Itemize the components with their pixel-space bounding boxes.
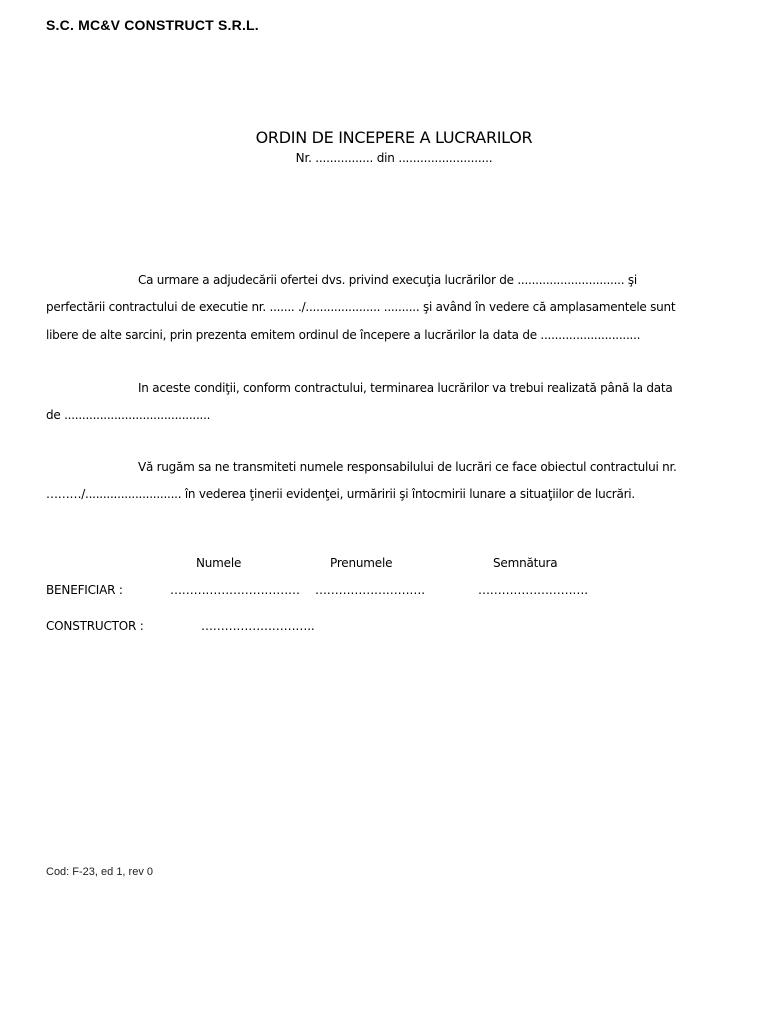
paragraph-adjudication <box>46 273 726 348</box>
paragraph-line: perfectării contractului de executie nr. ....... ./..................... .......... şi având în vedere că amplasamentele sunt <box>46 300 676 314</box>
paragraph-responsible <box>46 460 726 508</box>
beneficiar-label: BENEFICIAR : <box>46 583 123 597</box>
column-header-signature: Semnătura <box>493 556 558 570</box>
beneficiar-signature-blank: ………………………. <box>478 583 588 597</box>
paragraph-line: Ca urmare a adjudecării ofertei dvs. privind execuţia lucrărilor de .............................. şi <box>138 273 637 287</box>
beneficiar-surname-blank: ………………………. <box>315 583 425 597</box>
company-name: S.C. MC&V CONSTRUCT S.R.L. <box>46 17 259 33</box>
paragraph-line: libere de alte sarcini, prin prezenta emitem ordinul de începere a lucrărilor la data de ............................ <box>46 328 641 342</box>
paragraph-completion <box>46 381 726 429</box>
paragraph-line: de ......................................... <box>46 408 211 422</box>
document-title: ORDIN DE INCEPERE A LUCRARILOR <box>255 128 533 147</box>
column-header-name: Numele <box>196 556 242 570</box>
paragraph-line: Vă rugăm sa ne transmiteti numele responsabilului de lucrări ce face obiectul contractului nr. <box>138 460 677 474</box>
beneficiar-name-blank: …………………………… <box>170 583 300 597</box>
document-number-line: Nr. ................ din .......................... <box>295 151 493 165</box>
paragraph-line: In aceste condiţii, conform contractului, terminarea lucrărilor va trebui realizată până la data <box>138 381 673 395</box>
form-code: Cod: F-23, ed 1, rev 0 <box>46 866 153 878</box>
constructor-name-blank: ……………………….. <box>201 619 315 633</box>
constructor-label: CONSTRUCTOR : <box>46 619 144 633</box>
paragraph-line: ………/........................... în vederea ţinerii evidenţei, urmăririi şi întocmirii lunare a situaţiilor de lucrări. <box>46 487 635 501</box>
column-header-surname: Prenumele <box>330 556 393 570</box>
